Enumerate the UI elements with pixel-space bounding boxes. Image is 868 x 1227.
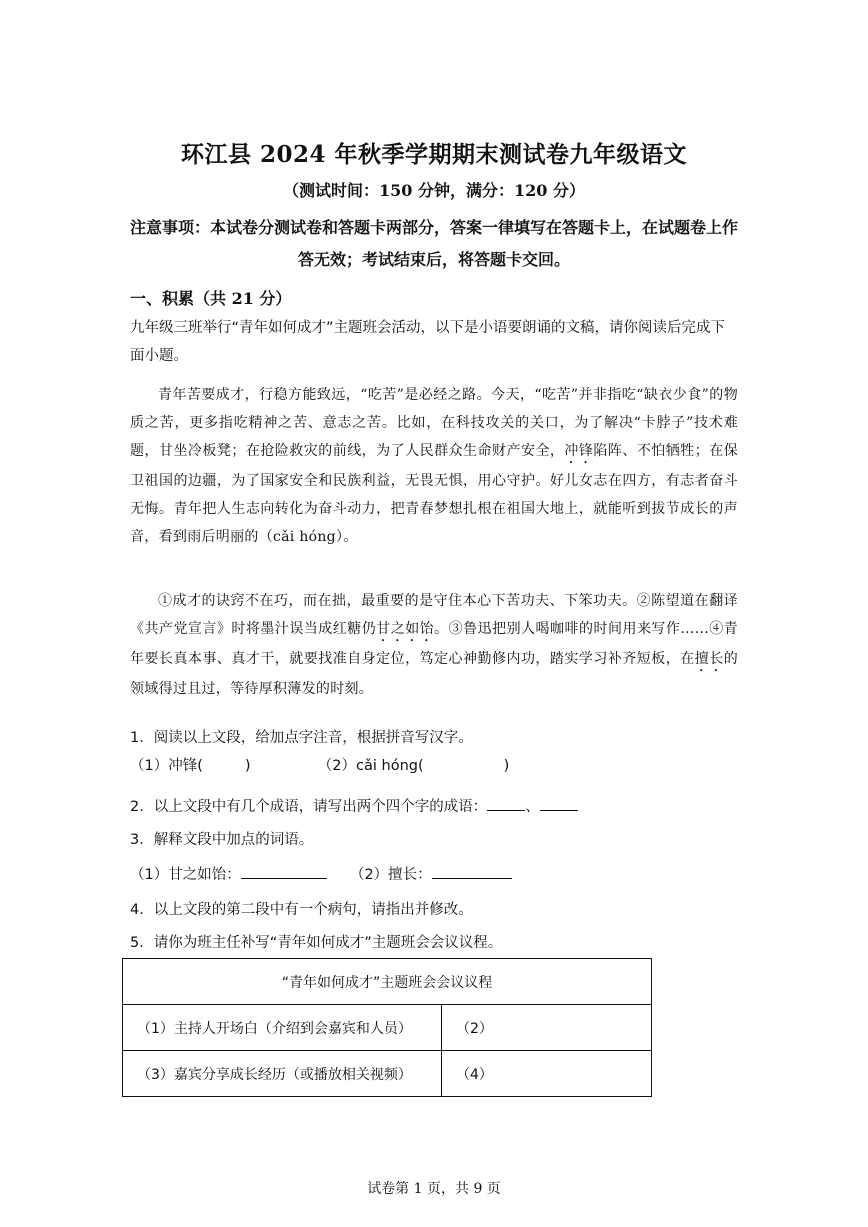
agenda-cell: （3）嘉宾分享成长经历（或播放相关视频） [123, 1051, 442, 1097]
dotted-word: 冲锋 [564, 443, 594, 459]
paren-close: ) [244, 758, 251, 774]
agenda-cell[interactable]: （4） [442, 1051, 652, 1097]
answer-blank[interactable] [241, 864, 327, 879]
paren-close: ) [503, 758, 510, 774]
passage-paragraph-2 [130, 587, 738, 703]
section-intro: 九年级三班举行“青年如何成才”主题班会活动，以下是小语要朗诵的文稿，请你阅读后完成下面小题。 [130, 320, 726, 364]
separator: 、 [525, 799, 540, 815]
agenda-cell[interactable]: （2） [442, 1005, 652, 1051]
answer-blank[interactable] [540, 796, 578, 811]
question-5: 5．请你为班主任补写“青年如何成才”主题班会会议议程。 [130, 935, 503, 951]
exam-title: 环江县 2024 年秋季学期期末测试卷九年级语文 [180, 141, 688, 168]
question-2 [130, 796, 750, 818]
question-1-parts [130, 755, 750, 777]
answer-blank[interactable] [487, 796, 525, 811]
dotted-word: 甘之如饴 [376, 621, 435, 637]
agenda-title: “青年如何成才”主题班会会议议程 [123, 959, 652, 1005]
passage-text: ①成才的诀窍不在巧，而在拙，最重要的是守住本心下苦功夫、下笨功夫。②陈望道在翻译《共产党宣言》时将墨汁误当成红糖仍 [130, 593, 738, 637]
page-footer: 试卷第 1 页，共 9 页 [367, 1181, 501, 1197]
agenda-cell: （1）主持人开场白（介绍到会嘉宾和人员） [123, 1005, 442, 1051]
answer-blank[interactable] [432, 864, 512, 879]
passage-text: 。③鲁迅把别人喝咖啡的时间用来写作……④青年要长真本事、真才干，就要找准自身定位，笃定心神勤修内功，踏实学习补齐短板，在 [130, 621, 738, 667]
question-3-parts [130, 864, 750, 886]
section-heading: 一、积累（共 21 分） [130, 289, 292, 308]
passage-text: 的领域得过且过，等待厚积薄发的时刻。 [130, 651, 738, 697]
passage-text: 陷阵、不怕牺牲；在保卫祖国的边疆，为了国家安全和民族利益，无畏无惧，用心守护。好儿女志在四方，有志者奋斗无悔。青年把人生志向转化为奋斗动力，把青春梦想扎根在祖国大地上，就能听到拔节成长的声音，看到雨后明丽的（cǎi hóng）。 [130, 443, 738, 545]
question-2-text: 2．以上文段中有几个成语，请写出两个四个字的成语： [130, 799, 488, 815]
question-1: 1．阅读以上文段，给加点字注音，根据拼音写汉字。 [130, 730, 473, 746]
question-3: 3．解释文段中加点的词语。 [130, 832, 314, 848]
question-1-part-2: （2）cǎi hóng( [317, 758, 424, 774]
agenda-table [122, 958, 652, 1097]
question-3-part-2: （2）擅长： [349, 867, 432, 883]
dotted-word: 擅长 [694, 651, 724, 667]
exam-subtitle: （测试时间：150 分钟，满分：120 分） [283, 181, 585, 200]
passage-paragraph-1 [130, 381, 738, 551]
exam-notice: 注意事项：本试卷分测试卷和答题卡两部分，答案一律填写在答题卡上，在试题卷上作答无效；考试结束后，将答题卡交回。 [130, 218, 739, 269]
passage-text: 青年苦要成才，行稳方能致远，“吃苦”是必经之路。今天，“吃苦”并非指吃“缺衣少食”的物质之苦，更多指吃精神之苦、意志之苦。比如，在科技攻关的关口，为了解决“卡脖子”技术难题，甘坐冷板凳；在抢险救灾的前线，为了人民群众生命财产安全， [130, 387, 738, 459]
question-1-part-1: （1）冲锋( [130, 758, 203, 774]
question-4: 4．以上文段的第二段中有一个病句，请指出并修改。 [130, 902, 473, 918]
question-3-part-1: （1）甘之如饴： [130, 867, 241, 883]
